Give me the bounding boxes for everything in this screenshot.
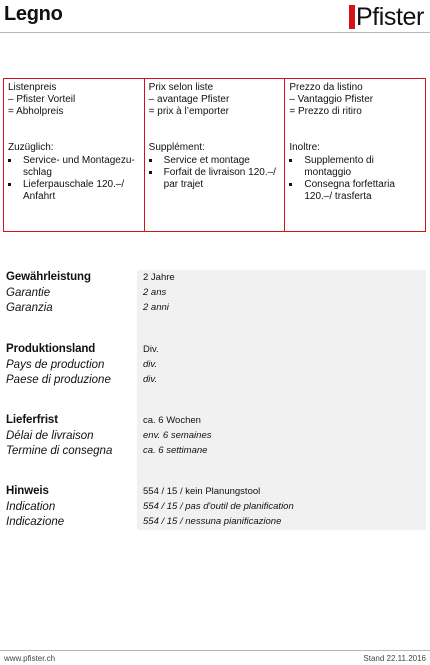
price-info-box bbox=[3, 78, 426, 232]
list-price-label: Prix selon liste bbox=[148, 82, 214, 93]
list-item bbox=[289, 179, 421, 203]
warranty-value-de: 2 Jahre bbox=[143, 272, 175, 283]
bullet-icon bbox=[8, 159, 11, 162]
warranty-label-it: Garanzia bbox=[6, 302, 53, 314]
supplement-item-text: Service- und Montagezu-schlag bbox=[23, 155, 135, 178]
note-label-de: Hinweis bbox=[6, 485, 49, 497]
bullet-icon bbox=[289, 159, 292, 162]
note-label-it: Indicazione bbox=[6, 516, 65, 528]
warranty-section bbox=[3, 270, 426, 320]
note-value-fr: 554 / 15 / pas d'outil de planification bbox=[143, 501, 294, 512]
footer-url: www.pfister.ch bbox=[4, 654, 56, 663]
delivery-label-fr: Délai de livraison bbox=[6, 430, 94, 442]
supplement-item-text: Service et montage bbox=[163, 155, 250, 166]
pfister-logo bbox=[349, 2, 424, 32]
supplement-list bbox=[289, 155, 421, 203]
origin-label-it: Paese di produzione bbox=[6, 374, 111, 386]
price-column-it bbox=[284, 79, 425, 231]
warranty-value-fr: 2 ans bbox=[143, 287, 167, 298]
delivery-value-de: ca. 6 Wochen bbox=[143, 415, 201, 426]
advantage-label: – Pfister Vorteil bbox=[8, 94, 76, 105]
supplement-item-text: Lieferpauschale 120.–/ Anfahrt bbox=[23, 179, 125, 202]
origin-value-fr: div. bbox=[143, 359, 158, 370]
warranty-value-it: 2 anni bbox=[143, 302, 169, 313]
product-info-table bbox=[3, 270, 426, 530]
advantage-label: – avantage Pfister bbox=[148, 94, 230, 105]
supplement-item-text: Supplemento di montaggio bbox=[304, 155, 374, 178]
delivery-label-de: Lieferfrist bbox=[6, 414, 58, 426]
supplement-list bbox=[149, 155, 281, 191]
note-section bbox=[3, 484, 426, 534]
origin-label-de: Produktionsland bbox=[6, 343, 96, 355]
pickup-price-label: = Prezzo di ritiro bbox=[289, 106, 362, 117]
pickup-price-label: = Abholpreis bbox=[8, 106, 64, 117]
list-price-label: Prezzo da listino bbox=[289, 82, 363, 93]
note-value-it: 554 / 15 / nessuna pianificazione bbox=[143, 516, 282, 527]
note-label-fr: Indication bbox=[6, 501, 56, 513]
price-column-de bbox=[4, 79, 144, 231]
list-item bbox=[149, 167, 281, 191]
origin-section bbox=[3, 342, 426, 392]
bullet-icon bbox=[149, 159, 152, 162]
list-price-label: Listenpreis bbox=[8, 82, 57, 93]
delivery-value-fr: env. 6 semaines bbox=[143, 430, 212, 441]
bullet-icon bbox=[8, 183, 11, 186]
origin-value-de: Div. bbox=[143, 344, 159, 355]
supplement-title: Inoltre: bbox=[289, 142, 320, 153]
supplement-list bbox=[8, 155, 140, 203]
pickup-price-label: = prix à l’emporter bbox=[148, 106, 229, 117]
list-item bbox=[149, 155, 281, 167]
list-item bbox=[8, 155, 140, 179]
list-item bbox=[8, 179, 140, 203]
supplement-item-text: Consegna forfettaria 120.–/ trasferta bbox=[304, 179, 395, 202]
supplement-title: Supplément: bbox=[148, 142, 205, 153]
footer-date: Stand 22.11.2016 bbox=[363, 654, 426, 663]
list-item bbox=[289, 155, 421, 179]
delivery-label-it: Termine di consegna bbox=[6, 445, 113, 457]
header-divider bbox=[0, 32, 430, 33]
page-title: Legno bbox=[4, 3, 63, 25]
logo-text: Pfister bbox=[355, 2, 424, 31]
logo-red-bar-icon bbox=[349, 5, 355, 29]
delivery-value-it: ca. 6 settimane bbox=[143, 445, 208, 456]
advantage-label: – Vantaggio Pfister bbox=[289, 94, 374, 105]
bullet-icon bbox=[149, 171, 152, 174]
origin-label-fr: Pays de production bbox=[6, 359, 105, 371]
bullet-icon bbox=[289, 183, 292, 186]
origin-value-it: div. bbox=[143, 374, 158, 385]
footer-divider bbox=[0, 650, 430, 651]
warranty-label-fr: Garantie bbox=[6, 287, 51, 299]
warranty-label-de: Gewährleistung bbox=[6, 271, 91, 283]
delivery-section bbox=[3, 413, 426, 463]
note-value-de: 554 / 15 / kein Planungstool bbox=[143, 486, 261, 497]
price-column-fr bbox=[144, 79, 285, 231]
supplement-item-text: Forfait de livraison 120.–/ par trajet bbox=[163, 167, 276, 190]
supplement-title: Zuzüglich: bbox=[8, 142, 54, 153]
